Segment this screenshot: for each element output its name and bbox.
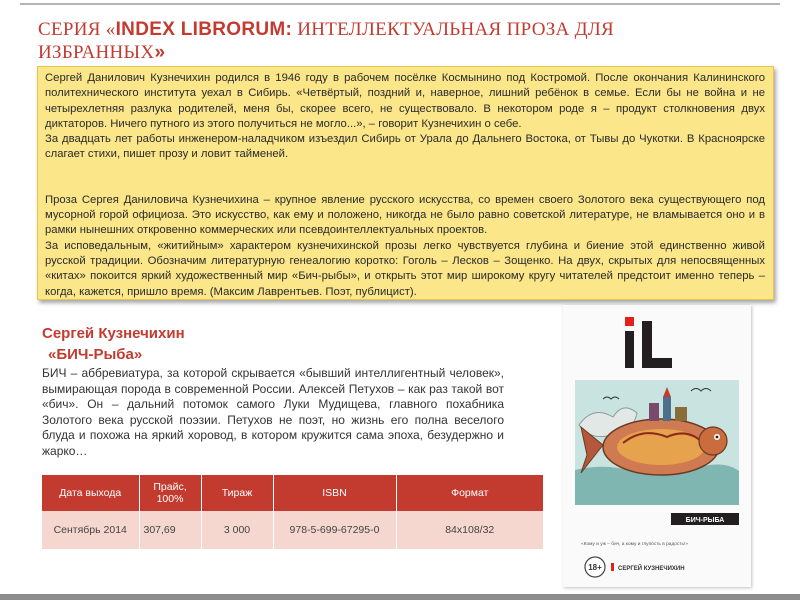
cell-isbn: 978-5-699-67295-0	[273, 511, 396, 549]
book-description: БИЧ – аббревиатура, за которой скрывается «бывший интеллигентный человек», вымирающая порода в современной России. Алексей Петухов – как раз такой вот «бич». Он – дальний потомок самого Луки Мудищева, главного похабника Золотого века русской поэзии. Петухов не поэт, но жизнь его полна веселого блуда и похожа на яркий хоровод, в котором кружится сама эпоха, безудержно и жарко…	[42, 366, 504, 458]
series-suffix: ИНТЕЛЛЕКТУАЛЬНАЯ ПРОЗА ДЛЯ ИЗБРАННЫХ	[38, 19, 615, 63]
top-rule	[20, 3, 780, 5]
bio-paragraph-2: За двадцать лет работы инженером-наладчиком изъездил Сибирь от Урала до Дальнего Востока, от Тывы до Чукотки. В Красноярске слагает стихи, пишет прозу и ловит тайменей.	[45, 133, 765, 161]
author-bio-box	[37, 66, 774, 300]
table-row	[42, 511, 544, 549]
column-header-format: Формат	[396, 475, 544, 511]
logo-i-stem	[625, 331, 634, 368]
column-header-price: Прайс, 100%	[139, 475, 201, 511]
logo-l-foot	[642, 358, 672, 368]
series-close: »	[154, 42, 166, 63]
publication-table	[42, 475, 544, 549]
column-header-print-run: Тираж	[201, 475, 273, 511]
author-marker	[611, 563, 614, 571]
cover-title: БИЧ-РЫБА	[685, 517, 725, 524]
column-header-isbn: ISBN	[273, 475, 396, 511]
book-cover	[563, 305, 751, 587]
book-author: Сергей Кузнечихин	[42, 325, 185, 342]
cell-format: 84х108/32	[396, 511, 544, 549]
cell-price: 307,69	[139, 511, 201, 549]
fish-head	[699, 427, 727, 455]
page-title	[38, 18, 658, 64]
cover-tagline: «Кому и уж – бич, а кому и глупость в радость!»	[581, 542, 689, 547]
tower-2	[663, 397, 671, 421]
bottom-rule	[0, 594, 800, 600]
cell-print-run: 3 000	[201, 511, 273, 549]
fish-pupil	[716, 436, 719, 439]
bio-paragraph-4: За исповедальным, «житийным» характером кузнечихинской прозы легко чувствуется глубина и биение этой единственно живой русской традиции. Обозначим литературную генеалогию коротко: Гоголь – Лесков – Зощенко. На двух, скрытых для непосвященных «китах» покоится яркий художественный мир «Бич-рыбы», и открыть этот мир широкому кругу читателей предстоит именно теперь – когда, кажется, пришло время. (Максим Лаврентьев. Поэт, публицист).	[45, 239, 765, 298]
tower-3	[675, 407, 687, 421]
series-prefix: СЕРИЯ «	[38, 19, 116, 40]
tower-1	[649, 403, 659, 421]
table-header-row	[42, 475, 544, 511]
series-name: INDEX LIBRORUM:	[115, 19, 293, 40]
cover-art	[563, 305, 751, 587]
bio-paragraph-1: Сергей Данилович Кузнечихин родился в 1946 году в рабочем посёлке Космынино под Костромой. После окончания Калининского политехнического института уехал в Сибирь. «Четвёртый, поздний и, наверное, лишний ребёнок в семье. Если бы не война и не четырехлетняя разлука родителей, меня бы, скорее всего, не существовало. В некотором роде я – продукт столкновения двух диктаторов. Ничего путного из этого получиться не могло...», – говорит Кузнечихин о себе.	[45, 72, 765, 130]
bio-spacer	[45, 163, 765, 193]
logo-dot	[625, 317, 634, 326]
column-header-date: Дата выхода	[42, 475, 139, 511]
bio-paragraph-3: Проза Сергея Даниловича Кузнечихина – крупное явление русского искусства, со времен своего Золотого века существующего под мусорной горой официоза. Это искусство, как ему и положено, никогда не было равно советской литературе, не вламывается оно и в рамки нынешних откровенно коммерческих или псевдоинтеллектуальных проектов.	[45, 193, 765, 237]
age-rating: 18+	[588, 563, 602, 572]
cell-date: Сентябрь 2014	[42, 511, 139, 549]
book-title: «БИЧ-Рыба»	[48, 346, 143, 363]
cover-author: СЕРГЕЙ КУЗНЕЧИХИН	[618, 566, 685, 572]
